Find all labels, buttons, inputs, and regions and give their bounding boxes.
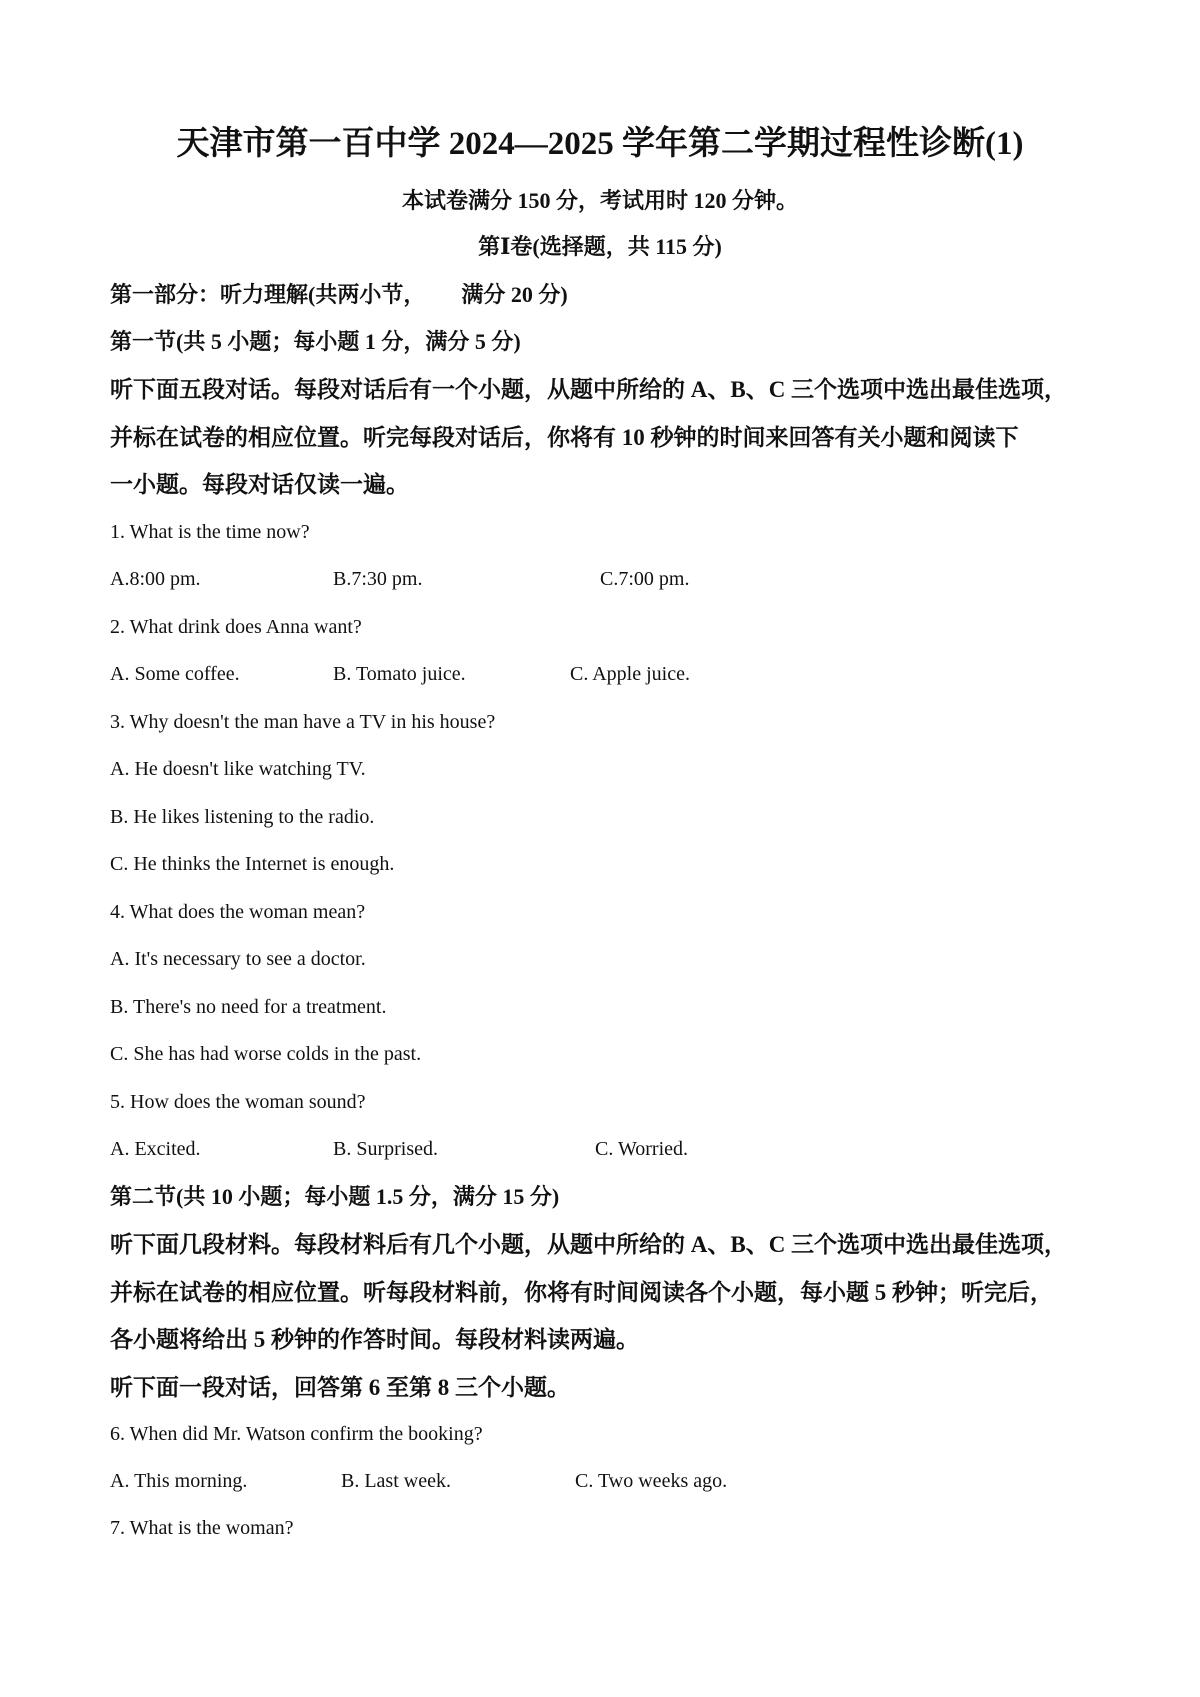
q2-option-b: B. Tomato juice. (333, 663, 466, 685)
q4-option-c: C. She has had worse colds in the past. (110, 1043, 422, 1065)
q3-option-a: A. He doesn't like watching TV. (110, 758, 366, 780)
section2-instruction-line: 听下面几段材料。每段材料后有几个小题，从题中所给的 A、B、C 三个选项中选出最佳选项， (110, 1232, 1068, 1257)
passage-intro: 听下面一段对话，回答第 6 至第 8 三个小题。 (110, 1375, 570, 1400)
q6-option-c: C. Two weeks ago. (575, 1470, 728, 1492)
q3-option-b: B. He likes listening to the radio. (110, 806, 375, 828)
section2-instruction-line: 并标在试卷的相应位置。听每段材料前，你将有时间阅读各个小题，每小题 5 秒钟；听完后， (110, 1280, 1053, 1305)
part1-heading (110, 284, 568, 306)
question-5: 5. How does the woman sound? (110, 1091, 366, 1113)
q1-option-a: A.8:00 pm. (110, 568, 201, 590)
q3-option-c: C. He thinks the Internet is enough. (110, 853, 395, 875)
q6-option-b: B. Last week. (341, 1470, 451, 1492)
q2-option-c: C. Apple juice. (570, 663, 690, 685)
part1-heading-a: 第一部分：听力理解(共两小节， (110, 282, 426, 307)
section1-heading: 第一节(共 5 小题；每小题 1 分，满分 5 分) (110, 329, 521, 354)
q5-option-a: A. Excited. (110, 1138, 201, 1160)
q6-option-a: A. This morning. (110, 1470, 248, 1492)
section2-heading: 第二节(共 10 小题；每小题 1.5 分，满分 15 分) (110, 1184, 560, 1209)
section1-instruction-line: 听下面五段对话。每段对话后有一个小题，从题中所给的 A、B、C 三个选项中选出最佳选项， (110, 377, 1068, 402)
section1-instruction-line: 一小题。每段对话仅读一遍。 (110, 472, 409, 497)
q5-option-b: B. Surprised. (333, 1138, 438, 1160)
volume-title: 第Ⅰ卷(选择题，共 115 分) (478, 234, 722, 259)
question-7: 7. What is the woman? (110, 1517, 294, 1539)
question-3: 3. Why doesn't the man have a TV in his house? (110, 711, 496, 733)
exam-title: 天津市第一百中学 2024—2025 学年第二学期过程性诊断(1) (176, 126, 1024, 162)
section2-instruction-line: 各小题将给出 5 秒钟的作答时间。每段材料读两遍。 (110, 1327, 639, 1352)
exam-subtitle: 本试卷满分 150 分，考试用时 120 分钟。 (401, 188, 798, 213)
q1-option-c: C.7:00 pm. (600, 568, 690, 590)
question-4: 4. What does the woman mean? (110, 901, 366, 923)
question-1: 1. What is the time now? (110, 521, 310, 543)
q2-option-a: A. Some coffee. (110, 663, 240, 685)
q5-option-c: C. Worried. (595, 1138, 689, 1160)
part1-heading-b: 满分 20 分) (461, 282, 568, 307)
q4-option-a: A. It's necessary to see a doctor. (110, 948, 366, 970)
question-6: 6. When did Mr. Watson confirm the booking? (110, 1423, 483, 1445)
q1-option-b: B.7:30 pm. (333, 568, 423, 590)
question-2: 2. What drink does Anna want? (110, 616, 362, 638)
q4-option-b: B. There's no need for a treatment. (110, 996, 387, 1018)
section1-instruction-line: 并标在试卷的相应位置。听完每段对话后，你将有 10 秒钟的时间来回答有关小题和阅读下 (110, 425, 1019, 450)
